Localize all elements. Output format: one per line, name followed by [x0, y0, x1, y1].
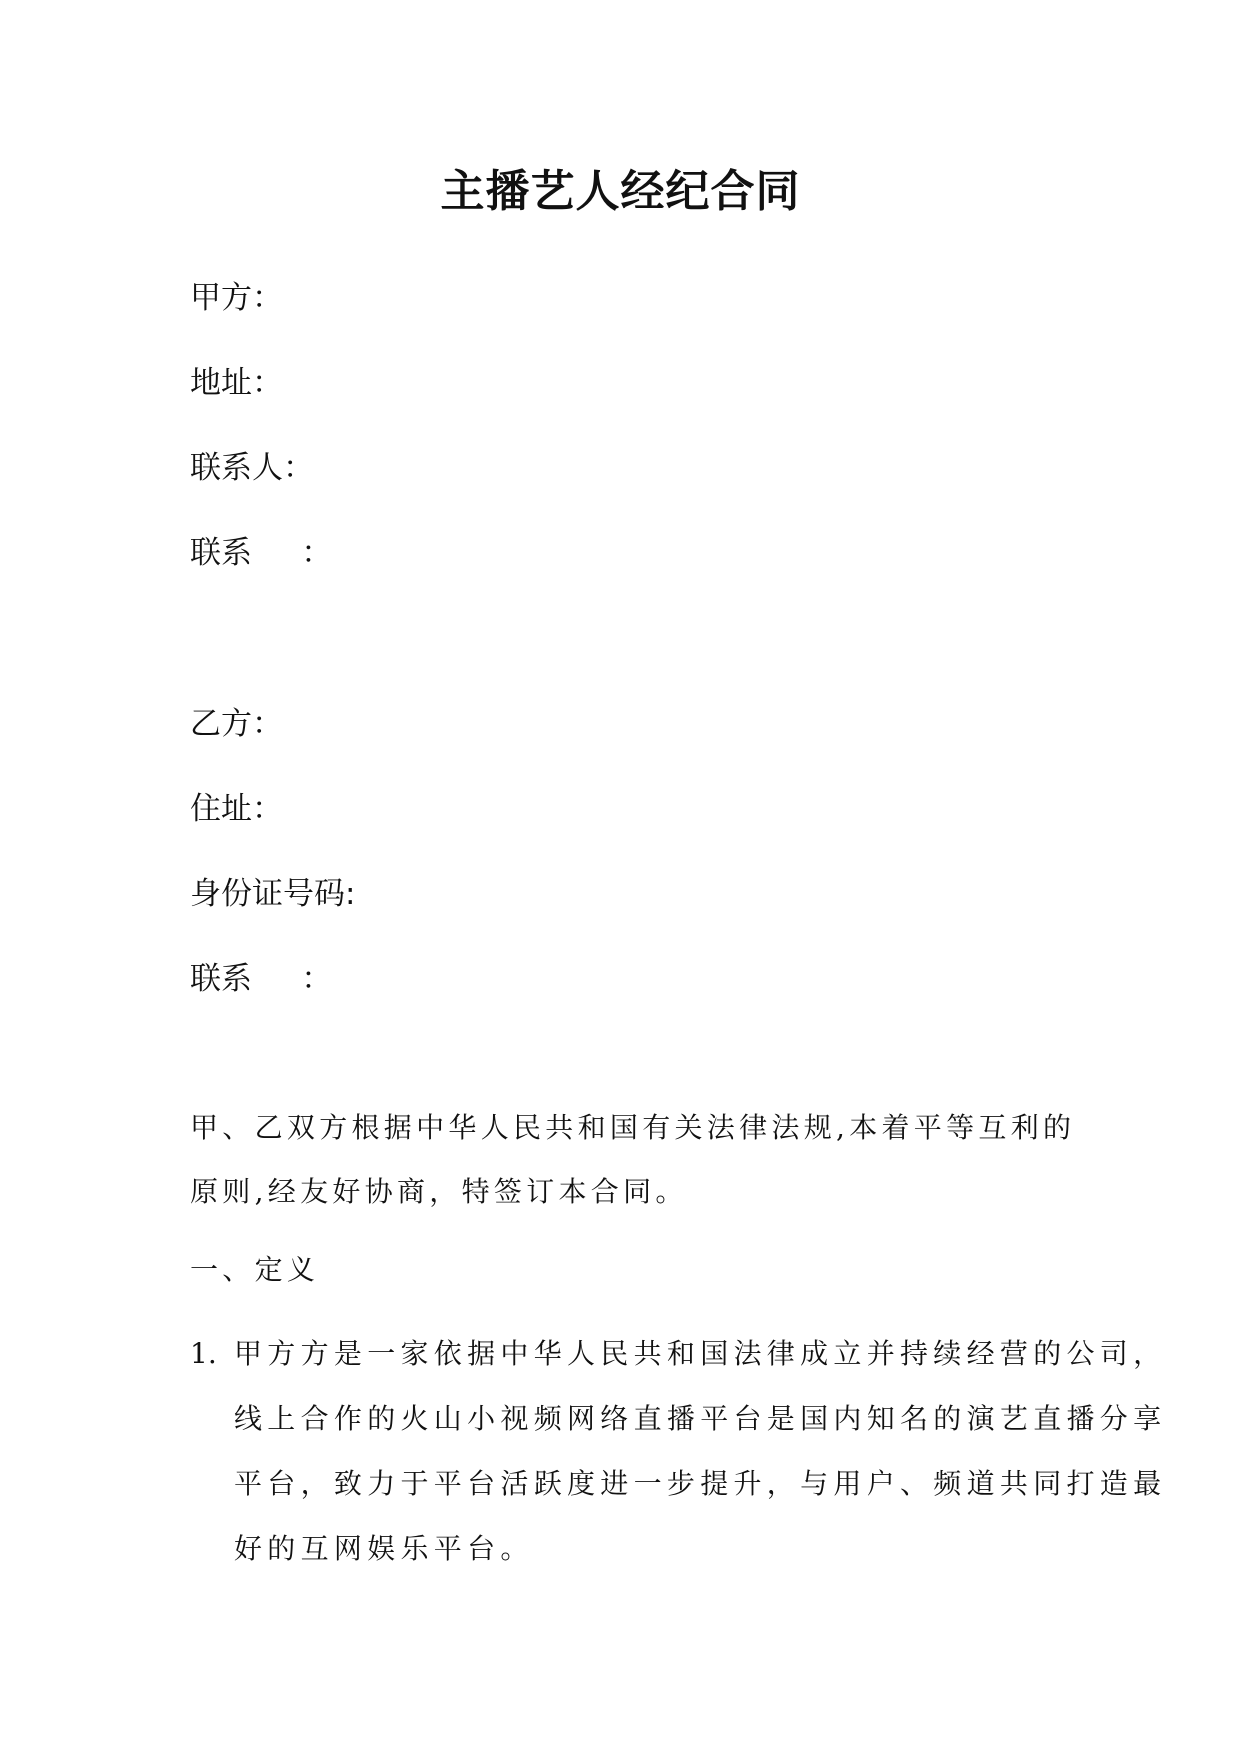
party-a-label: 甲方： — [190, 280, 283, 316]
list-item-line: 好的互网娱乐平台。 — [234, 1532, 534, 1565]
party-a-address-label: 地址： — [190, 365, 283, 401]
party-b-id-number-label: 身份证号码: — [190, 876, 356, 912]
list-item-line: 线上合作的火山小视频网络直播平台是国内知名的演艺直播分享 — [234, 1402, 1167, 1435]
party-b-contact-label: 联系 ： — [190, 961, 333, 997]
contract-title: 主播艺人经纪合同 — [440, 166, 801, 217]
intro-line: 原则,经友好协商，特签订本合同。 — [190, 1175, 688, 1208]
party-b-label: 乙方： — [190, 706, 283, 742]
section-heading: 一、定义 — [190, 1253, 320, 1286]
list-item-number: 1. — [190, 1337, 217, 1370]
list-item-line: 平台，致力于平台活跃度进一步提升，与用户、频道共同打造最 — [234, 1467, 1167, 1500]
party-a-contact-label: 联系 ： — [190, 535, 333, 571]
list-item-line: 甲方方是一家依据中华人民共和国法律成立并持续经营的公司， — [234, 1337, 1167, 1370]
party-b-residence-label: 住址： — [190, 791, 283, 827]
party-a-contact-person-label: 联系人： — [190, 450, 314, 486]
intro-line: 甲、乙双方根据中华人民共和国有关法律法规,本着平等互利的 — [190, 1111, 1076, 1144]
